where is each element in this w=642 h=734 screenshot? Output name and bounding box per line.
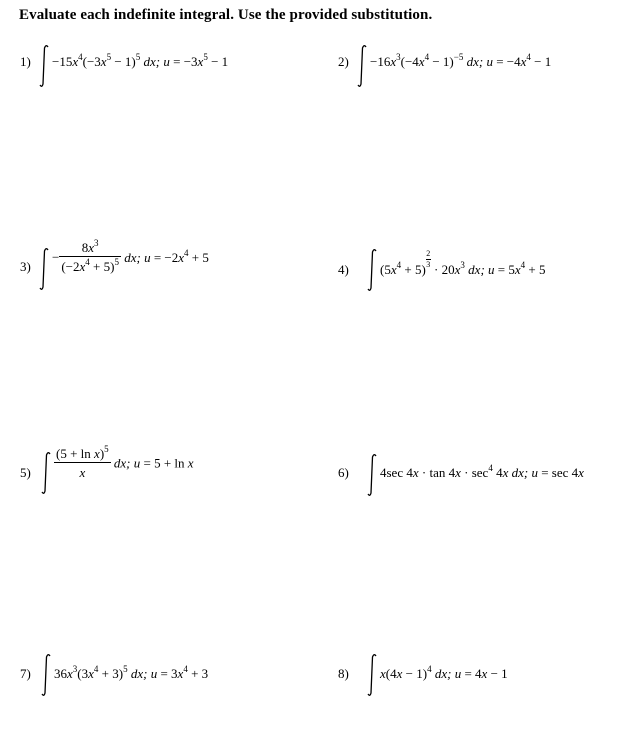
problem-1: [20, 44, 320, 100]
problem-4: [338, 240, 638, 296]
problem-number: 5): [20, 465, 31, 480]
problem-number: 1): [20, 54, 31, 69]
integral-sign-icon: [366, 248, 378, 292]
fraction: $\frac{(5 + \ln x)^5}{x}$: [56, 444, 109, 480]
integral-expression: 4sec $4x \cdot \tan 4x \cdot \sec^4 4x$ dx; u = sec 4x: [380, 463, 584, 480]
integral-expression: $\frac{(5 + \ln x)^5}{x}$ dx; u = 5 + ln x: [56, 444, 194, 480]
integral-expression: − $\frac{8x^3}{(-2x^4 + 5)^5}$ dx; $u = -2x^4 + 5$: [52, 238, 209, 274]
problem-3: [20, 240, 320, 296]
problem-8: [338, 650, 638, 706]
integral-sign-icon: [40, 451, 52, 495]
integral-expression: $36x^3(3x^4 + 3)^5$ dx; $u = 3x^4 + 3$: [54, 664, 209, 681]
problem-number: 7): [20, 666, 31, 681]
integral-sign-icon: [38, 44, 50, 88]
fractional-exponent: $\frac{2}{3}$: [426, 249, 431, 269]
fraction: $\frac{8x^3}{(-2x^4 + 5)^5}$: [61, 238, 119, 274]
integral-sign-icon: [40, 653, 52, 697]
problem-number: 4): [338, 262, 349, 277]
problem-6: [338, 446, 638, 502]
problem-number: 8): [338, 666, 349, 681]
instructions: Evaluate each indefinite integral. Use the provided substitution.: [19, 7, 433, 23]
integral-expression: $-15x^4(-3x^5 - 1)^5$ dx; $u = -3x^5 - 1$: [52, 52, 229, 69]
integral-sign-icon: [366, 653, 378, 697]
integral-expression: $(5x^4 + 5)$ $\frac{2}{3}$ · $20x^3$ dx; $u = 5x^4 + 5$: [380, 249, 546, 277]
integral-sign-icon: [356, 44, 368, 88]
problem-number: 3): [20, 259, 31, 274]
integral-sign-icon: [366, 453, 378, 497]
problem-number: 6): [338, 465, 349, 480]
problem-2: [338, 44, 638, 100]
problem-7: [20, 650, 320, 706]
integral-expression: $x(4x - 1)^4$ dx; u = 4x − 1: [380, 664, 508, 681]
integral-expression: $-16x^3(-4x^4 - 1)^{-5}$ dx; $u = -4x^4 - 1$: [370, 52, 552, 69]
integral-sign-icon: [38, 247, 50, 291]
problem-number: 2): [338, 54, 349, 69]
problem-5: [20, 446, 320, 502]
